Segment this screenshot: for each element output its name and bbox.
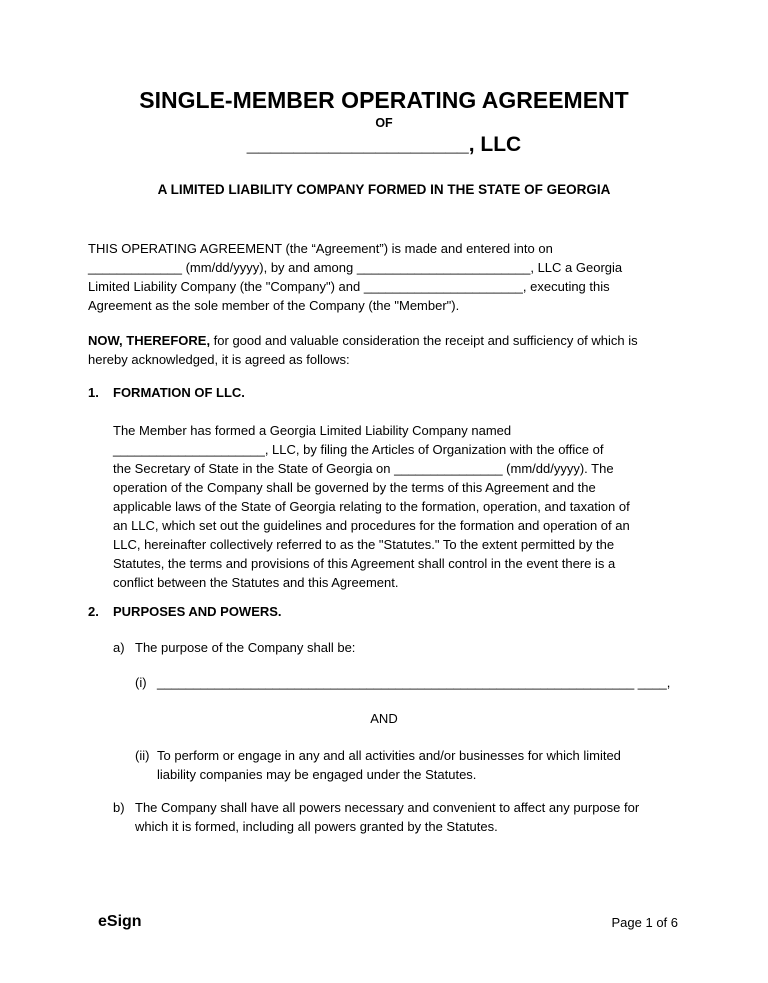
item-b-text: The Company shall have all powers necessary and convenient to affect any purpose for which it is formed, including all powers granted by the Statutes. xyxy=(135,800,640,834)
section-1-heading: FORMATION OF LLC. xyxy=(113,385,245,400)
item-a-text: The purpose of the Company shall be: xyxy=(135,640,356,655)
document-title: SINGLE-MEMBER OPERATING AGREEMENT xyxy=(139,87,629,113)
item-i-marker: (i) xyxy=(135,675,147,690)
item-i-row xyxy=(135,673,680,692)
intro-paragraph: THIS OPERATING AGREEMENT (the “Agreement”) is made and entered into on _____________ (mm/dd/yyyy), by and among ________________________, LLC a Georgia Limited Liability Company (the "Company") and ______________________, executing this Agreement as the sole member of the Company (the "Member"). xyxy=(88,241,623,313)
item-a-row xyxy=(113,638,680,657)
now-therefore-line-2: hereby acknowledged, it is agreed as follows: xyxy=(88,352,350,367)
section-1-heading-row xyxy=(88,383,680,402)
section-1 xyxy=(88,383,680,592)
item-ii-marker: (ii) xyxy=(135,748,150,763)
item-i-blank-line: __________________________________________________________________ ____, xyxy=(157,675,671,690)
section-1-number: 1. xyxy=(88,385,99,400)
of-label: OF xyxy=(375,116,393,130)
now-therefore-line-1 xyxy=(88,331,680,350)
section-2-heading: PURPOSES AND POWERS. xyxy=(113,604,282,619)
section-2-number: 2. xyxy=(88,604,99,619)
document-content xyxy=(88,0,680,836)
now-therefore-paragraph xyxy=(88,331,680,369)
section-2 xyxy=(88,602,680,836)
section-2-heading-row xyxy=(88,602,680,621)
company-name-blank-line: ___________________ xyxy=(246,133,469,156)
item-b-row xyxy=(113,798,680,836)
esign-logo: eSign xyxy=(98,913,142,930)
item-ii-row xyxy=(135,746,680,784)
company-name-suffix: , LLC xyxy=(468,133,522,156)
now-therefore-lead: NOW, THEREFORE, xyxy=(88,333,211,348)
item-ii-text: To perform or engage in any and all activities and/or businesses for which limited liability companies may be engaged under the Statutes. xyxy=(157,748,621,782)
now-therefore-rest: for good and valuable consideration the receipt and sufficiency of which is xyxy=(210,333,638,348)
company-formed-subtitle: A LIMITED LIABILITY COMPANY FORMED IN THE STATE OF GEORGIA xyxy=(157,182,611,197)
item-a-marker: a) xyxy=(113,640,125,655)
page-number: Page 1 of 6 xyxy=(611,915,678,930)
company-name-line xyxy=(88,133,680,156)
page-footer xyxy=(88,912,678,932)
and-connector: AND xyxy=(370,711,398,726)
item-b-marker: b) xyxy=(113,800,125,815)
section-1-body: The Member has formed a Georgia Limited Liability Company named _____________________, LLC, by filing the Articles of Organization with the office of the Secretary of State in the State of Georgia on _______________ (mm/dd/yyyy). The operation of the Company shall be governed by the terms of this Agreement and the applicable laws of the State of Georgia relating to the formation, operation, and taxation of an LLC, which set out the guidelines and procedures for the formation and operation of an LLC, hereinafter collectively referred to as the "Statutes." To the extent permitted by the Statutes, the terms and provisions of this Agreement shall control in the event there is a conflict between the Statutes and this Agreement. xyxy=(113,423,630,590)
